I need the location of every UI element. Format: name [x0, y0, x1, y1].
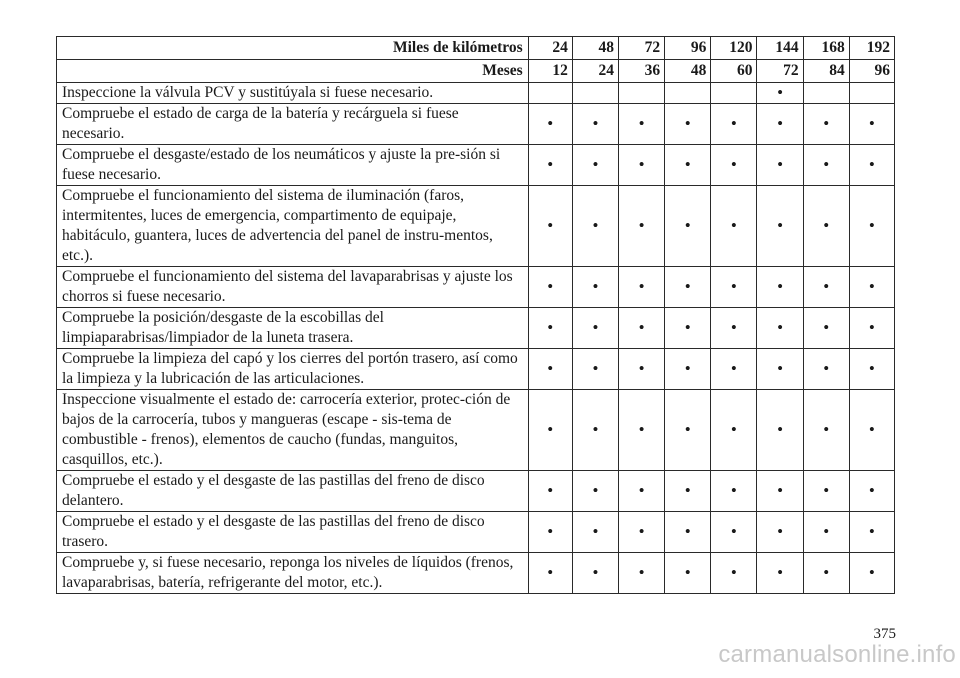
maintenance-task: Compruebe la limpieza del capó y los cierres del portón trasero, así como la limpieza y la lubricación de las articulaciones.: [57, 349, 529, 390]
service-mark: •: [572, 267, 618, 308]
service-mark: •: [757, 186, 803, 267]
months-value: 84: [803, 60, 849, 83]
table-row: [57, 471, 895, 512]
km-value: 144: [757, 37, 803, 60]
empty-cell: [528, 83, 572, 104]
service-mark: •: [803, 512, 849, 553]
header-row-km: [57, 37, 895, 60]
service-mark: •: [619, 512, 665, 553]
months-value: 48: [665, 60, 711, 83]
empty-cell: [849, 83, 894, 104]
service-mark: •: [803, 349, 849, 390]
km-value: 48: [572, 37, 618, 60]
maintenance-task: Inspeccione la válvula PCV y sustitúyala si fuese necesario.: [57, 83, 529, 104]
service-mark: •: [849, 349, 894, 390]
service-mark: •: [849, 390, 894, 471]
months-value: 72: [757, 60, 803, 83]
table-row: [57, 104, 895, 145]
maintenance-task: Compruebe y, si fuese necesario, reponga los niveles de líquidos (frenos, lavaparabrisas, batería, refrigerante del motor, etc.).: [57, 553, 529, 594]
service-mark: •: [711, 349, 757, 390]
service-mark: •: [665, 349, 711, 390]
service-mark: •: [572, 512, 618, 553]
service-mark: •: [619, 390, 665, 471]
service-mark: •: [757, 390, 803, 471]
service-mark: •: [757, 512, 803, 553]
empty-cell: [619, 83, 665, 104]
service-mark: •: [849, 267, 894, 308]
service-mark: •: [665, 186, 711, 267]
service-mark: •: [528, 267, 572, 308]
km-header-label: Miles de kilómetros: [57, 37, 529, 60]
watermark-text: carmanualsonline.info: [718, 641, 956, 668]
table-row: [57, 390, 895, 471]
maintenance-task: Compruebe la posición/desgaste de la escobillas del limpiaparabrisas/limpiador de la luneta trasera.: [57, 308, 529, 349]
service-mark: •: [849, 308, 894, 349]
service-mark: •: [665, 267, 711, 308]
service-mark: •: [665, 553, 711, 594]
service-mark: •: [803, 267, 849, 308]
table-row: [57, 83, 895, 104]
service-mark: •: [619, 145, 665, 186]
maintenance-task: Compruebe el funcionamiento del sistema de iluminación (faros, intermitentes, luces de emergencia, compartimento de equipaje, habitáculo, guantera, luces de advertencia del panel de instru-mentos, etc.).: [57, 186, 529, 267]
service-mark: •: [711, 186, 757, 267]
service-mark: •: [757, 267, 803, 308]
service-mark: •: [572, 186, 618, 267]
service-mark: •: [528, 308, 572, 349]
service-mark: •: [711, 308, 757, 349]
empty-cell: [711, 83, 757, 104]
service-mark: •: [572, 349, 618, 390]
service-mark: •: [528, 471, 572, 512]
service-mark: •: [849, 145, 894, 186]
table-row: [57, 349, 895, 390]
service-mark: •: [528, 186, 572, 267]
service-mark: •: [803, 471, 849, 512]
service-mark: •: [572, 471, 618, 512]
service-mark: •: [803, 186, 849, 267]
service-mark: •: [665, 308, 711, 349]
service-mark: •: [572, 104, 618, 145]
service-mark: •: [711, 104, 757, 145]
service-mark: •: [803, 308, 849, 349]
table-row: [57, 145, 895, 186]
service-mark: •: [665, 512, 711, 553]
service-mark: •: [572, 145, 618, 186]
service-mark: •: [528, 512, 572, 553]
service-mark: •: [711, 390, 757, 471]
service-mark: •: [665, 104, 711, 145]
km-value: 120: [711, 37, 757, 60]
table-row: [57, 512, 895, 553]
empty-cell: [572, 83, 618, 104]
service-mark: •: [757, 349, 803, 390]
service-mark: •: [803, 390, 849, 471]
service-mark: •: [528, 390, 572, 471]
service-mark: •: [528, 553, 572, 594]
service-mark: •: [711, 471, 757, 512]
maintenance-task: Compruebe el desgaste/estado de los neumáticos y ajuste la pre-sión si fuese necesario.: [57, 145, 529, 186]
maintenance-schedule-table: [56, 36, 895, 594]
service-mark: •: [572, 390, 618, 471]
table-row: [57, 308, 895, 349]
service-mark: •: [711, 145, 757, 186]
km-value: 192: [849, 37, 894, 60]
service-mark: •: [665, 471, 711, 512]
service-mark: •: [665, 390, 711, 471]
table-row: [57, 553, 895, 594]
maintenance-task: Compruebe el estado de carga de la batería y recárguela si fuese necesario.: [57, 104, 529, 145]
service-mark: •: [572, 553, 618, 594]
service-mark: •: [711, 553, 757, 594]
empty-cell: [803, 83, 849, 104]
months-header-label: Meses: [57, 60, 529, 83]
service-mark: •: [803, 104, 849, 145]
service-mark: •: [849, 104, 894, 145]
service-mark: •: [619, 553, 665, 594]
empty-cell: [665, 83, 711, 104]
maintenance-task: Compruebe el estado y el desgaste de las pastillas del freno de disco trasero.: [57, 512, 529, 553]
service-mark: •: [711, 267, 757, 308]
service-mark: •: [803, 553, 849, 594]
months-value: 60: [711, 60, 757, 83]
service-mark: •: [528, 104, 572, 145]
service-mark: •: [528, 349, 572, 390]
months-value: 96: [849, 60, 894, 83]
service-mark: •: [849, 186, 894, 267]
months-value: 36: [619, 60, 665, 83]
service-mark: •: [849, 553, 894, 594]
service-mark: •: [619, 308, 665, 349]
km-value: 72: [619, 37, 665, 60]
service-mark: •: [619, 267, 665, 308]
service-mark: •: [757, 104, 803, 145]
service-mark: •: [757, 145, 803, 186]
service-mark: •: [619, 186, 665, 267]
page-number: 375: [873, 626, 896, 642]
service-mark: •: [711, 512, 757, 553]
maintenance-task: Inspeccione visualmente el estado de: carrocería exterior, protec-ción de bajos de la carrocería, tubos y mangueras (escape - sis-tema de combustible - frenos), elementos de caucho (fundas, manguitos, casquillos, etc.).: [57, 390, 529, 471]
service-mark: •: [757, 553, 803, 594]
service-mark: •: [619, 104, 665, 145]
service-mark: •: [528, 145, 572, 186]
table-row: [57, 186, 895, 267]
maintenance-task: Compruebe el funcionamiento del sistema del lavaparabrisas y ajuste los chorros si fuese necesario.: [57, 267, 529, 308]
maintenance-task: Compruebe el estado y el desgaste de las pastillas del freno de disco delantero.: [57, 471, 529, 512]
service-mark: •: [572, 308, 618, 349]
table-row: [57, 267, 895, 308]
km-value: 168: [803, 37, 849, 60]
km-value: 24: [528, 37, 572, 60]
months-value: 12: [528, 60, 572, 83]
service-mark: •: [757, 471, 803, 512]
schedule-body: [57, 83, 895, 594]
service-mark: •: [849, 512, 894, 553]
header-row-months: [57, 60, 895, 83]
service-mark: •: [803, 145, 849, 186]
km-value: 96: [665, 37, 711, 60]
service-mark: •: [757, 308, 803, 349]
service-mark: •: [619, 349, 665, 390]
service-mark: •: [849, 471, 894, 512]
service-mark: •: [665, 145, 711, 186]
service-mark: •: [619, 471, 665, 512]
months-value: 24: [572, 60, 618, 83]
service-mark: •: [757, 83, 803, 104]
